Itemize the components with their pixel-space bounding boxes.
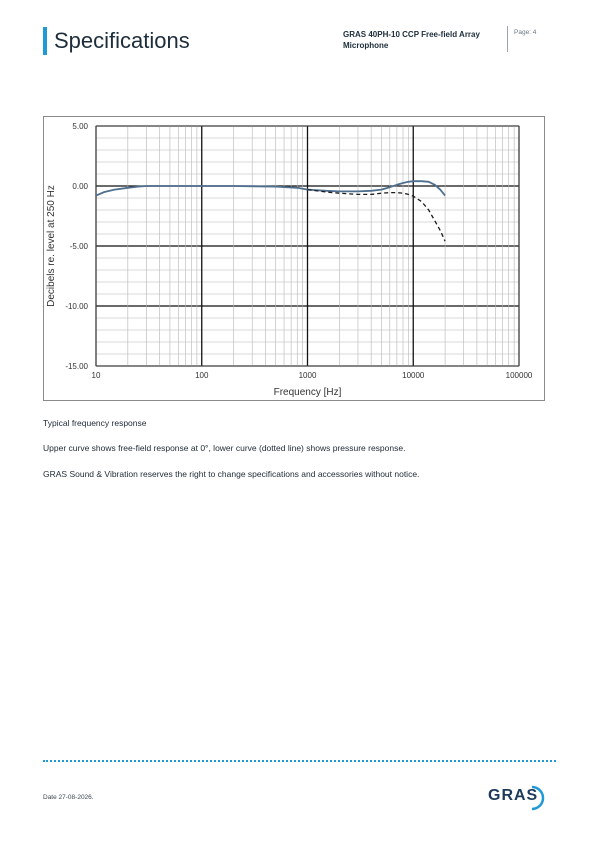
y-tick-label: -10.00 [65, 302, 88, 311]
chart-svg [44, 117, 544, 400]
pressure-response-line [308, 190, 446, 242]
y-tick-label: -15.00 [65, 362, 88, 371]
gras-logo [488, 783, 546, 813]
y-axis-label: Decibels re. level at 250 Hz [46, 185, 57, 307]
header-divider [507, 26, 508, 52]
chart-caption: Typical frequency response [43, 418, 147, 428]
x-axis-label: Frequency [Hz] [273, 387, 342, 398]
free-field-response-line [96, 181, 445, 195]
footer-date: Date 27-08-2026. [43, 794, 94, 801]
x-tick-label: 100 [195, 371, 209, 380]
x-tick-label: 10000 [402, 371, 425, 380]
page-title: Specifications [54, 28, 190, 53]
x-tick-label: 10 [91, 371, 101, 380]
y-tick-label: 0.00 [72, 182, 88, 191]
logo-wordmark: GRAS [488, 787, 539, 804]
curve-description: Upper curve shows free-field response at 0°, lower curve (dotted line) shows pressure response. [43, 443, 406, 453]
x-tick-label: 1000 [298, 371, 317, 380]
disclaimer-text: GRAS Sound & Vibration reserves the right to change specifications and accessories without notice. [43, 469, 420, 479]
page-number: Page: 4 [514, 29, 537, 36]
logo-arc-icon [488, 783, 546, 813]
title-accent-bar [43, 27, 47, 55]
footer-dotted-divider [43, 760, 556, 762]
y-tick-label: 5.00 [72, 122, 88, 131]
product-name: GRAS 40PH-10 CCP Free-field Array Microphone [343, 30, 480, 50]
y-tick-label: -5.00 [69, 242, 88, 251]
frequency-response-chart [43, 116, 545, 401]
x-tick-label: 100000 [505, 371, 533, 380]
